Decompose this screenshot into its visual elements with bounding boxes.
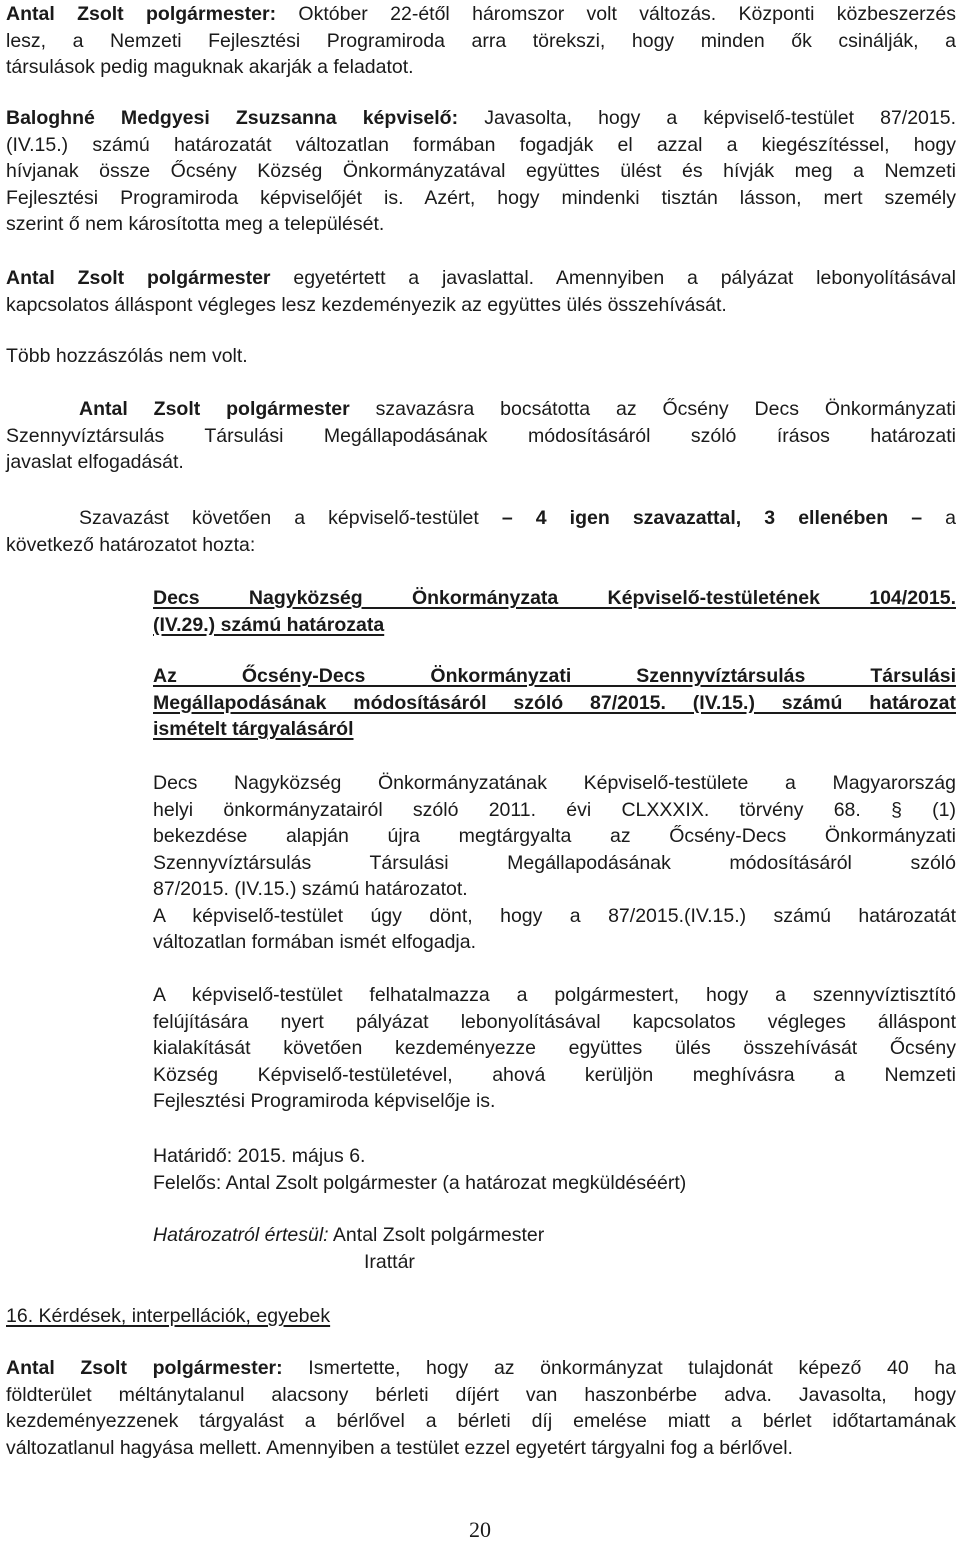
speaker-name: Antal Zsolt polgármester xyxy=(6,267,271,289)
responsible-line: Felelős: Antal Zsolt polgármester (a határozat megküldéséért) xyxy=(153,1171,687,1194)
text-line: egyetértett a javaslattal. Amennyiben a pályázat lebonyolításával xyxy=(293,267,957,289)
vote-dash: – xyxy=(911,507,923,529)
vote-result: 4 igen szavazattal, 3 ellenében xyxy=(535,507,889,529)
speaker-name: Antal Zsolt polgármester: xyxy=(6,3,277,25)
paragraph-mayor-statement xyxy=(6,1,956,81)
paragraph-vote-call xyxy=(6,396,956,476)
paragraph-no-more-comments xyxy=(6,343,956,370)
notify-label: Határozatról értesül: xyxy=(153,1224,329,1246)
speaker-name: Baloghné Medgyesi Zsuzsanna képviselő: xyxy=(6,107,459,129)
paragraph-land-lease xyxy=(6,1355,956,1461)
text-line: Október 22-étől háromszor volt változás. Központi közbeszerzés xyxy=(298,3,957,25)
text-line: Javasolta, hogy a képviselő-testület 87/2015. xyxy=(484,107,956,129)
section-heading xyxy=(6,1303,956,1330)
text-line: 87/2015. (IV.15.) számú határozatot. xyxy=(153,878,468,900)
paragraph-representative-proposal xyxy=(6,105,956,238)
text-line: kezdeményezzenek tárgyalást a bérlővel a bérleti díj emelése miatt a bérlet időtartamának xyxy=(6,1410,956,1432)
resolution-body-decision xyxy=(153,770,956,956)
text-line: Decs Nagyközség Önkormányzatának Képviselő-testülete a Magyarország xyxy=(153,772,956,794)
page-number: 20 xyxy=(469,1517,491,1542)
text-line: következő határozatot hozta: xyxy=(6,533,256,556)
text-line: Szavazást követően a képviselő-testület xyxy=(79,507,479,529)
paragraph-mayor-agreement xyxy=(6,265,956,318)
text-line: változatlanul hagyása mellett. Amennyiben a testület ezzel egyetért tárgyalni fog a bérlővel. xyxy=(6,1436,793,1459)
text-line: hívjanak össze Őcsény Község Önkormányzatával együttes ülést és hívják meg a Nemzeti xyxy=(6,160,956,182)
vote-result-paragraph xyxy=(6,505,956,558)
text-line: Fejlesztési Programiroda képviselőjét is. Azért, hogy mindenki tisztán lásson, mert személy xyxy=(6,186,956,209)
text-line: (IV.15.) számú határozatát változatlan formában fogadják el azzal a kiegészítéssel, hogy xyxy=(6,133,956,156)
resolution-notify-block xyxy=(153,1222,956,1275)
text-line: a xyxy=(945,507,956,529)
resolution-title-line: Decs Nagyközség Önkormányzata Képviselő-testületének 104/2015. xyxy=(153,587,956,609)
resolution-subject-line: ismételt tárgyalásáról xyxy=(153,718,354,740)
speaker-name: Antal Zsolt polgármester: xyxy=(6,1357,283,1379)
resolution-body-authorization xyxy=(153,982,956,1115)
resolution-title xyxy=(153,585,956,638)
text-line: bekezdése alapján újra megtárgyalta az Őcsény-Decs Önkormányzati xyxy=(153,825,956,847)
text-line: Több hozzászólás nem volt. xyxy=(6,345,248,367)
section-heading-text: 16. Kérdések, interpellációk, egyebek xyxy=(6,1305,331,1327)
text-line: A képviselő-testület úgy dönt, hogy a 87/2015.(IV.15.) számú határozatát xyxy=(153,904,956,927)
text-line: Szennyvíztársulás Társulási Megállapodásának módosításáról szóló xyxy=(153,851,956,874)
text-line: változatlan formában ismét elfogadja. xyxy=(153,931,477,953)
text-line: szavazásra bocsátotta az Őcsény Decs Önkormányzati xyxy=(375,398,956,420)
resolution-subject xyxy=(153,663,956,743)
text-line: A képviselő-testület felhatalmazza a polgármestert, hogy a szennyvíztisztító xyxy=(153,984,956,1006)
text-line: Szennyvíztársulás Társulási Megállapodásának módosításáról szóló írásos határozati xyxy=(6,424,956,447)
text-line: javaslat elfogadását. xyxy=(6,451,184,473)
resolution-subject-line: Az Őcsény-Decs Önkormányzati Szennyvíztársulás Társulási xyxy=(153,665,956,687)
text-line: társulások pedig maguknak akarják a feladatot. xyxy=(6,56,414,78)
text-line: kialakítását követően kezdeményezze együttes ülés összehívását Őcsény xyxy=(153,1037,956,1059)
notify-recipient: Irattár xyxy=(364,1250,415,1273)
text-line: földterület méltánytalanul alacsony bérleti díjért van haszonbérbe adva. Javasolta, hogy xyxy=(6,1383,956,1406)
text-line: kapcsolatos álláspont végleges lesz kezdeményezik az együttes ülés összehívását. xyxy=(6,293,727,316)
notify-recipient: Antal Zsolt polgármester xyxy=(332,1224,545,1246)
text-line: Fejlesztési Programiroda képviselője is. xyxy=(153,1090,496,1112)
text-line: helyi önkormányzatairól szóló 2011. évi CLXXXIX. törvény 68. § (1) xyxy=(153,798,956,821)
vote-dash: – xyxy=(501,507,513,529)
text-line: felújítására nyert pályázat lebonyolításával kapcsolatos végleges álláspont xyxy=(153,1010,956,1033)
text-line: Ismertette, hogy az önkormányzat tulajdonát képező 40 ha xyxy=(308,1357,956,1379)
speaker-name: Antal Zsolt polgármester xyxy=(79,398,350,420)
resolution-subject-line: Megállapodásának módosításáról szóló 87/2015. (IV.15.) számú határozat xyxy=(153,691,956,714)
text-line: lesz, a Nemzeti Fejlesztési Programiroda arra törekszi, hogy minden ők csinálják, a xyxy=(6,29,956,52)
deadline-line: Határidő: 2015. május 6. xyxy=(153,1145,366,1167)
resolution-deadline-block xyxy=(153,1143,956,1196)
resolution-title-line: (IV.29.) számú határozata xyxy=(153,613,385,636)
text-line: Község Képviselő-testületével, ahová kerüljön meghívásra a Nemzeti xyxy=(153,1063,956,1086)
text-line: szerint ő nem károsította meg a települését. xyxy=(6,213,385,235)
